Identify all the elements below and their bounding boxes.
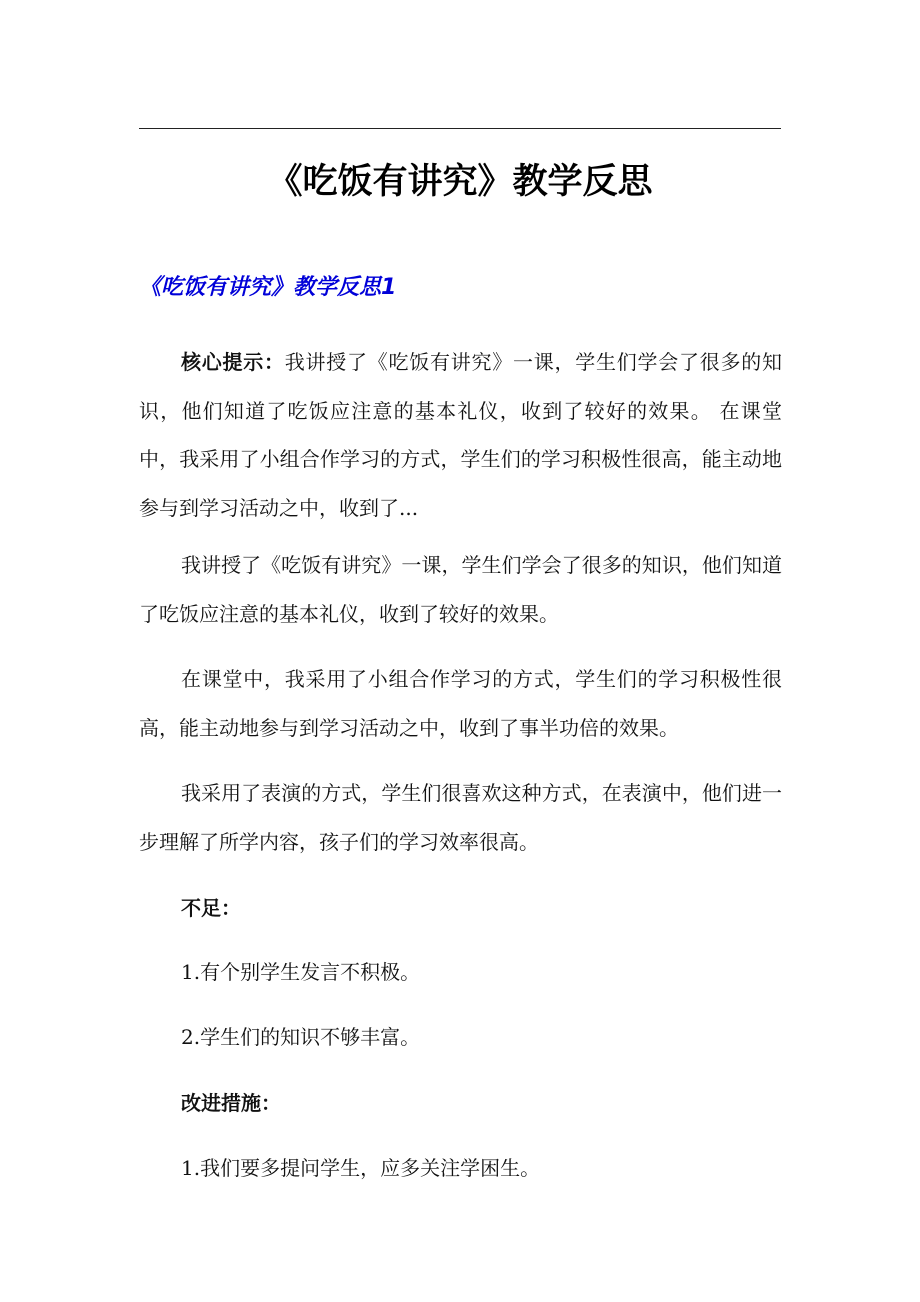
shortcomings-heading: 不足： bbox=[181, 896, 241, 920]
summary-label: 核心提示： bbox=[181, 350, 285, 374]
header-rule bbox=[139, 128, 781, 129]
improvements-heading: 改进措施： bbox=[181, 1091, 281, 1115]
shortcoming-item-1: 1.有个别学生发言不积极。 bbox=[181, 960, 421, 984]
body-paragraph-1: 我讲授了《吃饭有讲究》一课，学生们学会了很多的知识，他们知道了吃饭应注意的基本礼仪，收到了较好的效果。 bbox=[139, 553, 782, 626]
body-paragraph-2: 在课堂中，我采用了小组合作学习的方式，学生们的学习积极性很高，能主动地参与到学习活动之中，收到了事半功倍的效果。 bbox=[139, 667, 782, 740]
document-title: 《吃饭有讲究》教学反思 bbox=[267, 162, 653, 202]
section-heading: 《吃饭有讲究》教学反思1 bbox=[139, 275, 397, 300]
summary-paragraph bbox=[139, 338, 782, 532]
improvement-item-1: 1.我们要多提问学生，应多关注学困生。 bbox=[181, 1156, 541, 1180]
summary-text: 我讲授了《吃饭有讲究》一课，学生们学会了很多的知识，他们知道了吃饭应注意的基本礼仪，收到了较好的效果。 在课堂中，我采用了小组合作学习的方式，学生们的学习积极性很高，能主动地参与到学习活动之中，收到了... bbox=[139, 350, 782, 520]
shortcoming-item-2: 2.学生们的知识不够丰富。 bbox=[181, 1025, 421, 1049]
body-paragraph-3: 我采用了表演的方式，学生们很喜欢这种方式，在表演中，他们进一步理解了所学内容，孩子们的学习效率很高。 bbox=[139, 781, 782, 854]
